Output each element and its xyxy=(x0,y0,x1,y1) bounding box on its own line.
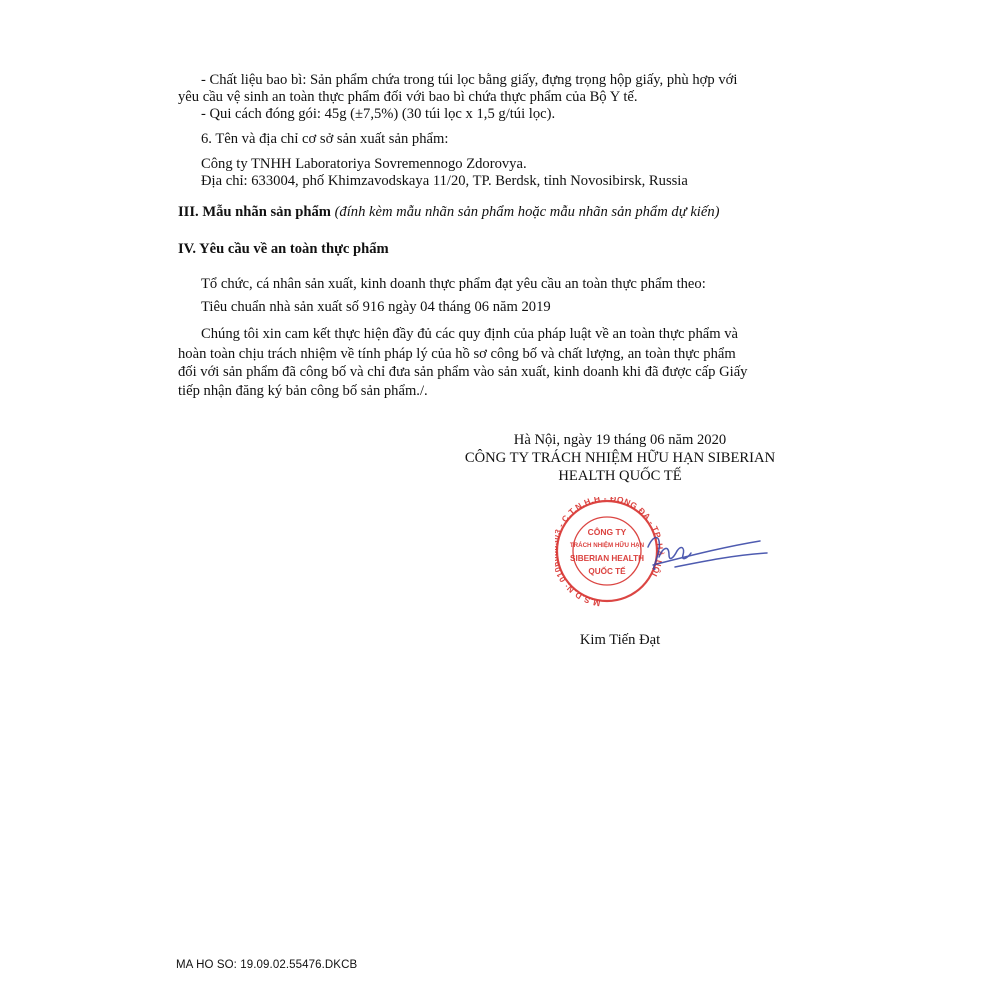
handwritten-signature xyxy=(648,538,767,570)
section3-heading xyxy=(178,204,719,221)
section3-title: III. Mẫu nhãn sản phẩm xyxy=(178,204,331,220)
safety-requirement-text: Tổ chức, cá nhân sản xuất, kinh doanh thực phẩm đạt yêu cầu an toàn thực phẩm theo: xyxy=(201,276,706,292)
packaging-material-line1: - Chất liệu bao bì: Sản phẩm chứa trong túi lọc bằng giấy, đựng trọng hộp giấy, phù hợp với xyxy=(201,72,738,88)
manufacturer-standard: Tiêu chuẩn nhà sản xuất số 916 ngày 04 tháng 06 năm 2019 xyxy=(201,299,551,315)
svg-text:M.S.D.N: 0106086303 - C.T.N.H.: M.S.D.N: 01 - C.T.N.H.H - ĐỐNG ĐA - TP. HÀ NỘI xyxy=(555,497,666,609)
company-name-line2: HEALTH QUỐC TẾ xyxy=(558,468,682,484)
svg-text:SIBERIAN HEALTH: SIBERIAN HEALTH xyxy=(570,554,644,563)
section3-note: (đính kèm mẫu nhãn sản phẩm hoặc mẫu nhãn sản phẩm dự kiến) xyxy=(334,204,720,220)
company-name-line1: CÔNG TY TRÁCH NHIỆM HỮU HẠN SIBERIAN xyxy=(464,450,776,466)
company-seal-icon xyxy=(555,497,770,619)
commitment-line4: tiếp nhận đăng ký bản công bố sản phẩm./. xyxy=(178,383,428,399)
place-date: Hà Nội, ngày 19 tháng 06 năm 2020 xyxy=(513,432,727,448)
commitment-line1: Chúng tôi xin cam kết thực hiện đầy đủ các quy định của pháp luật về an toàn thực phẩm và xyxy=(201,326,738,342)
manufacturer-name: Công ty TNHH Laboratoriya Sovremennogo Zdorovya. xyxy=(201,156,527,172)
signer-name: Kim Tiến Đạt xyxy=(579,632,661,648)
commitment-line3: đối với sản phẩm đã công bố và chỉ đưa sản phẩm vào sản xuất, kinh doanh khi đã được cấp Giấy xyxy=(178,364,748,380)
seal-center-text xyxy=(570,526,645,576)
commitment-line2: hoàn toàn chịu trách nhiệm về tính pháp lý của hồ sơ công bố và chất lượng, an toàn thực phẩm xyxy=(178,346,736,362)
section6-title: 6. Tên và địa chỉ cơ sở sản xuất sản phẩm: xyxy=(201,131,449,147)
seal-ring-text xyxy=(555,497,666,609)
company-seal-with-signature xyxy=(555,497,770,619)
svg-text:CÔNG TY: CÔNG TY xyxy=(587,527,627,537)
packaging-spec: - Qui cách đóng gói: 45g (±7,5%) (30 túi lọc x 1,5 g/túi lọc). xyxy=(201,106,556,122)
manufacturer-address: Địa chỉ: 633004, phố Khimzavodskaya 11/20, TP. Berdsk, tỉnh Novosibirsk, Russia xyxy=(201,173,688,189)
section4-heading: IV. Yêu cầu về an toàn thực phẩm xyxy=(178,241,389,257)
file-code: MA HO SO: 19.09.02.55476.DKCB xyxy=(176,959,358,971)
svg-text:TRÁCH NHIỆM HỮU HẠN: TRÁCH NHIỆM HỮU HẠN xyxy=(569,542,645,549)
svg-text:QUỐC TẾ: QUỐC TẾ xyxy=(588,567,626,576)
packaging-material-line2: yêu cầu vệ sinh an toàn thực phẩm đối với bao bì chứa thực phẩm của Bộ Y tế. xyxy=(178,89,638,105)
